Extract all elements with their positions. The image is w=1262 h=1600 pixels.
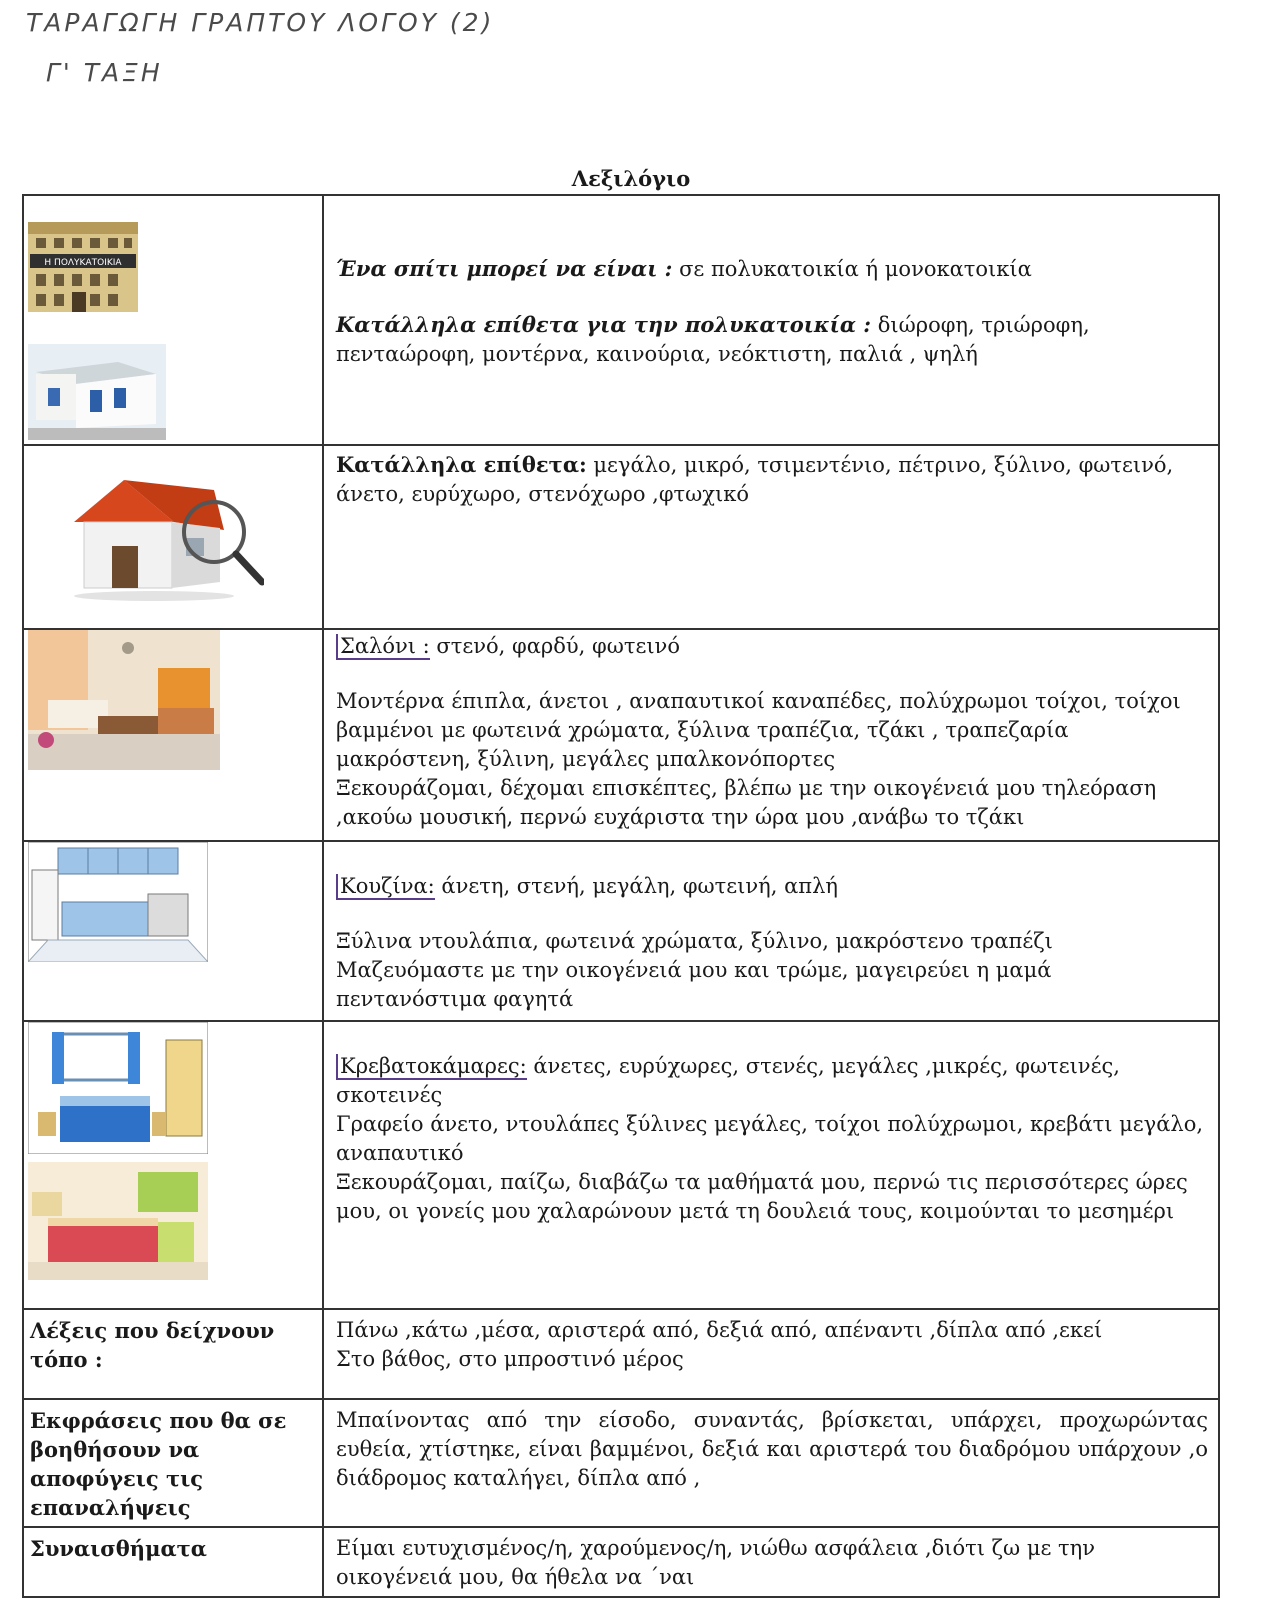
table-row — [23, 445, 1219, 629]
handwritten-class: Γ' ΤΑΞΗ — [46, 58, 163, 87]
place-words-cell — [323, 1309, 1219, 1399]
place-words-line1: Πάνω ,κάτω ,μέσα, αριστερά από, δεξιά από, απέναντι ,δίπλα από ,εκεί — [336, 1318, 1103, 1342]
table-row — [23, 1399, 1219, 1527]
page-title: Λεξιλόγιο — [571, 166, 691, 191]
adjectives-heading: Κατάλληλα επίθετα: — [336, 452, 587, 477]
table-row — [23, 195, 1219, 445]
table-row — [23, 1309, 1219, 1399]
adjectives-cell — [323, 445, 1219, 629]
house-types-text: σε πολυκατοικία ή μονοκατοικία — [672, 257, 1032, 281]
table-row — [23, 1527, 1219, 1597]
image-cell — [23, 195, 323, 445]
living-room-furniture: Μοντέρνα έπιπλα, άνετοι , αναπαυτικοί καναπέδες, πολύχρωμοι τοίχοι, τοίχοι βαμμένοι με φωτεινά χρώματα, ξύλινα τραπέζια, τζάκι , τραπεζαρία μακρόστενη, ξύλινη, μεγάλες μπαλκονόπορτες — [336, 689, 1181, 771]
apartment-building-photo — [28, 222, 138, 312]
living-room-label: Σαλόνι : — [336, 634, 430, 660]
detached-house-photo — [28, 344, 166, 440]
bedrooms-cell — [323, 1021, 1219, 1309]
feelings-cell — [323, 1527, 1219, 1597]
living-room-adjectives: στενό, φαρδύ, φωτεινό — [429, 634, 680, 658]
place-words-line2: Στο βάθος, στο μπροστινό μέρος — [336, 1347, 684, 1371]
table-row — [23, 629, 1219, 841]
expressions-text: Μπαίνοντας από την είσοδο, συναντάς, βρίσκεται, υπάρχει, προχωρώντας ευθεία, χτίστηκε, είναι βαμμένοι, δεξιά και αριστερά του διαδρόμου υπάρχουν ,ο διάδρομος καταλήγει, δίπλα από , — [336, 1408, 1208, 1490]
living-room-cell — [323, 629, 1219, 841]
bedrooms-furniture: Γραφείο άνετο, ντουλάπες ξύλινες μεγάλες, τοίχοι πολύχρωμοι, κρεβάτι μεγάλο, αναπαυτικό — [336, 1112, 1204, 1165]
table-row — [23, 1021, 1219, 1309]
expressions-cell — [323, 1399, 1219, 1527]
house-magnifier-icon — [64, 472, 264, 602]
bedrooms-adjectives: άνετες, ευρύχωρες, στενές, μεγάλες ,μικρές, φωτεινές, σκοτεινές — [336, 1054, 1120, 1107]
image-cell — [23, 629, 323, 841]
expressions-label: Εκφράσεις που θα σε βοηθήσουν να αποφύγεις τις επαναλήψεις — [23, 1399, 323, 1527]
kitchen-furniture: Ξύλινα ντουλάπια, φωτεινά χρώματα, ξύλινο, μακρόστενο τραπέζι — [336, 929, 1053, 953]
kitchen-activities: Μαζευόμαστε με την οικογένειά μου και τρώμε, μαγειρεύει η μαμά πεντανόστιμα φαγητά — [336, 958, 1052, 1011]
house-types-heading: Ένα σπίτι μπορεί να είναι : — [336, 256, 673, 281]
bedrooms-label: Κρεβατοκάμαρες: — [336, 1054, 527, 1080]
kids-bedroom-photo — [28, 1162, 208, 1280]
kitchen-cell — [323, 841, 1219, 1021]
kitchen-label: Κουζίνα: — [336, 874, 435, 900]
place-words-label: Λέξεις που δείχνουν τόπο : — [23, 1309, 323, 1399]
house-types-cell — [323, 195, 1219, 445]
image-cell — [23, 841, 323, 1021]
vocabulary-table — [22, 194, 1220, 1598]
image-cell — [23, 1021, 323, 1309]
handwritten-heading: ΤΑΡΑΓΩΓΗ ΓΡΑΠΤΟΥ ΛΟΓΟΥ (2) — [26, 8, 495, 37]
feelings-label: Συναισθήματα — [23, 1527, 323, 1597]
feelings-text: Είμαι ευτυχισμένος/η, χαρούμενος/η, νιώθω ασφάλεια ,διότι ζω με την οικογένειά μου, θα ήθελα να ΄ναι — [336, 1536, 1096, 1589]
living-room-activities: Ξεκουράζομαι, δέχομαι επισκέπτες, βλέπω με την οικογένειά μου τηλεόραση ,ακούω μουσική, περνώ ευχάριστα την ώρα μου ,ανάβω το τζάκι — [336, 776, 1157, 829]
living-room-photo — [28, 630, 220, 770]
table-row — [23, 841, 1219, 1021]
adjectives-text: μεγάλο, μικρό, τσιμεντένιο, πέτρινο, ξύλινο, φωτεινό, άνετο, ευρύχωρο, στενόχωρο ,φτωχικό — [336, 453, 1174, 506]
kitchen-adjectives: άνετη, στενή, μεγάλη, φωτεινή, απλή — [434, 874, 838, 898]
building-sign-text: Η ΠΟΛΥΚΑΤΟΙΚΙΑ — [44, 258, 122, 268]
apartment-adjectives-heading: Κατάλληλα επίθετα για την πολυκατοικία : — [336, 312, 872, 337]
kitchen-illustration — [28, 842, 208, 962]
bedroom-illustration — [28, 1022, 208, 1154]
bedrooms-activities: Ξεκουράζομαι, παίζω, διαβάζω τα μαθήματά μου, περνώ τις περισσότερες ώρες μου, οι γονείς μου χαλαρώνουν μετά τη δουλειά τους, κοιμούνται το μεσημέρι — [336, 1170, 1188, 1223]
image-cell — [23, 445, 323, 629]
apartment-adjectives-text: διώροφη, τριώροφη, πενταώροφη, μοντέρνα, καινούρια, νεόκτιστη, παλιά , ψηλή — [336, 313, 1090, 366]
